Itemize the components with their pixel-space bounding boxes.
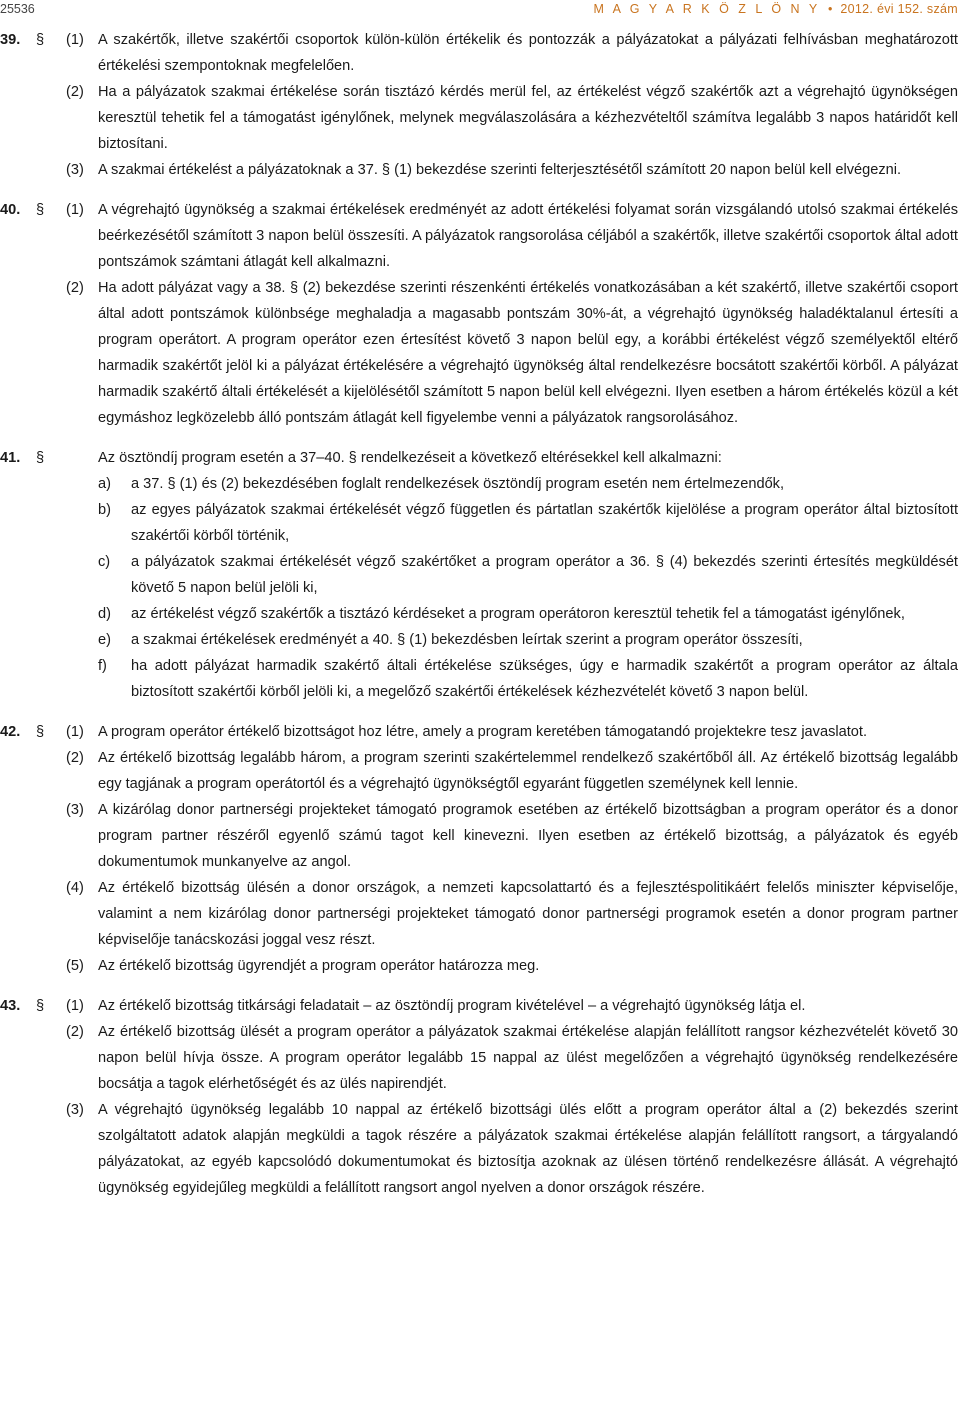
paragraph-text: Ha adott pályázat vagy a 38. § (2) bekezdése szerinti részenkénti értékelés vonatkozásában a két szakértő, illetve szakértői csoport által adott pontszámok különbsége meghaladja a magasabb pontszám 30%-át, a végrehajtó ügynökség haladéktalanul értesíti a program operátort. A program operátor ezen értesítést követő 3 napon belül egy, a korábbi értékelést végző személyektől eltérő harmadik szakértőt jelöl ki a pályázat értékelésére a végrehajtó ügynökség által rendelkezésre bocsátott szakértői körből. A pályázat harmadik szakértő általi értékelését a kijelölésétől számított 5 napon belül kell elvégezni. Ilyen esetben a három értékelés közül a két egymáshoz legközelebb álló pontszám átlagát kell figyelembe venni a pályázatok rangsorolásához. [98, 280, 958, 426]
paragraph-text: Az értékelő bizottság ügyrendjét a program operátor határozza meg. [98, 958, 540, 974]
section-symbol: § [36, 450, 45, 466]
list-item [0, 601, 958, 627]
section-number: 39. [0, 32, 21, 48]
section-symbol: § [36, 998, 45, 1014]
section-42 [0, 719, 958, 979]
paragraph-number: (1) [66, 998, 84, 1014]
paragraph [0, 1097, 958, 1201]
paragraph-text: A szakmai értékelést a pályázatoknak a 37. § (1) bekezdése szerinti felterjesztésétől számított 20 napon belül kell elvégezni. [98, 162, 902, 178]
paragraph-text: Az értékelő bizottság legalább három, a program szerinti szakértelemmel rendelkező szakértőből áll. Az értékelő bizottság legalább egy tagjának a program operátortól és a végrehajtó ügynökségtől egyaránt független személynek kell lennie. [98, 750, 958, 792]
paragraph [0, 719, 958, 745]
header-bullet: • [827, 2, 833, 16]
paragraph-number: (2) [66, 750, 84, 766]
list-item [0, 497, 958, 549]
section-40 [0, 197, 958, 431]
paragraph-text: A szakértők, illetve szakértői csoportok külön-külön értékelik és pontozzák a pályázatokat a pályázati felhívásban meghatározott értékelési szempontoknak megfelelően. [98, 32, 958, 74]
issue-label: 2012. évi 152. szám [840, 2, 958, 16]
list-item [0, 653, 958, 705]
paragraph-number: (4) [66, 880, 84, 896]
section-intro: Az ösztöndíj program esetén a 37–40. § rendelkezéseit a következő eltérésekkel kell alkalmazni: [98, 450, 722, 466]
paragraph [0, 745, 958, 797]
section-39 [0, 27, 958, 183]
section-number: 42. [0, 724, 21, 740]
paragraph [0, 275, 958, 431]
item-label: c) [98, 554, 111, 570]
paragraph-number: (1) [66, 32, 84, 48]
paragraph-text: A végrehajtó ügynökség legalább 10 nappal az értékelő bizottsági ülés előtt a program operátor által a (2) bekezdés szerint szolgáltatott adatok alapján megküldi a tagok részére a pályázatok szakmai értékelése alapján felállított rangsort, a tárgyalandó pályázatokat, az egyéb kapcsolódó dokumentumokat és biztosítja azoknak az ülésen történő rendelkezésre állását. A végrehajtó ügynökség egyidejűleg megküldi a felállított rangsort angol nyelven a donor országok részére. [98, 1102, 958, 1196]
document-body [0, 27, 958, 1215]
item-label: f) [98, 658, 107, 674]
item-label: b) [98, 502, 111, 518]
item-label: e) [98, 632, 111, 648]
paragraph [0, 157, 958, 183]
paragraph [0, 797, 958, 875]
item-label: d) [98, 606, 111, 622]
paragraph-text: Az értékelő bizottság ülését a program operátor a pályázatok szakmai értékelése alapján felállított rangsor kézhezvételét követő 30 napon belül hívja össze. A program operátor legalább 15 nappal az ülést megelőzően a végrehajtó ügynökség rendelkezésére bocsátja a tagok elérhetőségét és az ülés napirendjét. [98, 1024, 958, 1092]
item-text: ha adott pályázat harmadik szakértő általi értékelése szükséges, úgy e harmadik szakértőt a program operátor az általa biztosított szakértői körből jelöli ki, a megelőző szakértői értékelések kézhezvételét követő 3 napon belül. [131, 658, 958, 700]
page-number: 25536 [0, 2, 35, 16]
section-43 [0, 993, 958, 1201]
section-number: 43. [0, 998, 21, 1014]
section-symbol: § [36, 202, 45, 218]
item-text: az értékelést végző szakértők a tisztázó kérdéseket a program operátoron keresztül tehetik fel a támogatást igénylőnek, [131, 606, 905, 622]
paragraph-number: (3) [66, 1102, 84, 1118]
paragraph-number: (2) [66, 280, 84, 296]
paragraph-text: Ha a pályázatok szakmai értékelése során tisztázó kérdés merül fel, az értékelést végző szakértők azt a végrehajtó ügynökségen keresztül tehetik fel a támogatást igénylőnek, melynek megválaszolására a kézhezvételtől számítva legalább 3 napos határidőt kell biztosítani. [98, 84, 958, 152]
paragraph [0, 197, 958, 275]
item-text: a pályázatok szakmai értékelését végző szakértőket a program operátor a 36. § (4) bekezdés szerinti értesítés megküldését követő 5 napon belül jelöli ki, [131, 554, 958, 596]
journal-title: M A G Y A R K Ö Z L Ö N Y [593, 2, 821, 16]
paragraph [0, 27, 958, 79]
paragraph-number: (5) [66, 958, 84, 974]
section-41 [0, 445, 958, 705]
paragraph-number: (1) [66, 202, 84, 218]
section-symbol: § [36, 32, 45, 48]
paragraph [0, 1019, 958, 1097]
item-text: a szakmai értékelések eredményét a 40. § (1) bekezdésben leírtak szerint a program operátor összesíti, [131, 632, 803, 648]
paragraph-number: (1) [66, 724, 84, 740]
paragraph-number: (2) [66, 1024, 84, 1040]
list-item [0, 627, 958, 653]
list-item [0, 549, 958, 601]
paragraph [0, 79, 958, 157]
list-item [0, 471, 958, 497]
paragraph [0, 875, 958, 953]
paragraph-number: (2) [66, 84, 84, 100]
paragraph-number: (3) [66, 802, 84, 818]
section-number: 40. [0, 202, 21, 218]
paragraph-text: Az értékelő bizottság ülésén a donor országok, a nemzeti kapcsolattartó és a fejlesztéspolitikáért felelős miniszter képviselője, valamint a nem kizárólag donor partnerségi projekteket támogató donor partnerségi programok esetén a donor program partner képviselője tanácskozási joggal vesz részt. [98, 880, 958, 948]
page-header [0, 0, 960, 18]
paragraph [0, 993, 958, 1019]
paragraph-text: Az értékelő bizottság titkársági feladatait – az ösztöndíj program kivételével – a végrehajtó ügynökség látja el. [98, 998, 806, 1014]
item-label: a) [98, 476, 111, 492]
item-text: az egyes pályázatok szakmai értékelését végző független és pártatlan szakértők kijelölése a program operátor által biztosított szakértői körből történik, [131, 502, 958, 544]
paragraph-text: A program operátor értékelő bizottságot hoz létre, amely a program keretében támogatandó projektekre tesz javaslatot. [98, 724, 868, 740]
paragraph-text: A kizárólag donor partnerségi projekteket támogató programok esetében az értékelő bizottságban a program operátor és a donor program partner részéről egyenlő számú tagot kell kinevezni. Ilyen esetben az értékelő bizottság, a pályázatok és egyéb dokumentumok munkanyelve az angol. [98, 802, 958, 870]
running-header [593, 0, 958, 18]
paragraph-text: A végrehajtó ügynökség a szakmai értékelések eredményét az adott értékelési folyamat során vizsgálandó utolsó szakmai értékelés beérkezésétől számított 3 napon belül összesíti. A pályázatok rangsorolása céljából a szakértők, illetve szakértői csoportok által adott pontszámok számtani átlagát kell alkalmazni. [98, 202, 958, 270]
paragraph [0, 953, 958, 979]
paragraph-number: (3) [66, 162, 84, 178]
item-text: a 37. § (1) és (2) bekezdésében foglalt rendelkezések ösztöndíj program esetén nem értelmezendők, [131, 476, 785, 492]
section-symbol: § [36, 724, 45, 740]
section-number: 41. [0, 450, 21, 466]
